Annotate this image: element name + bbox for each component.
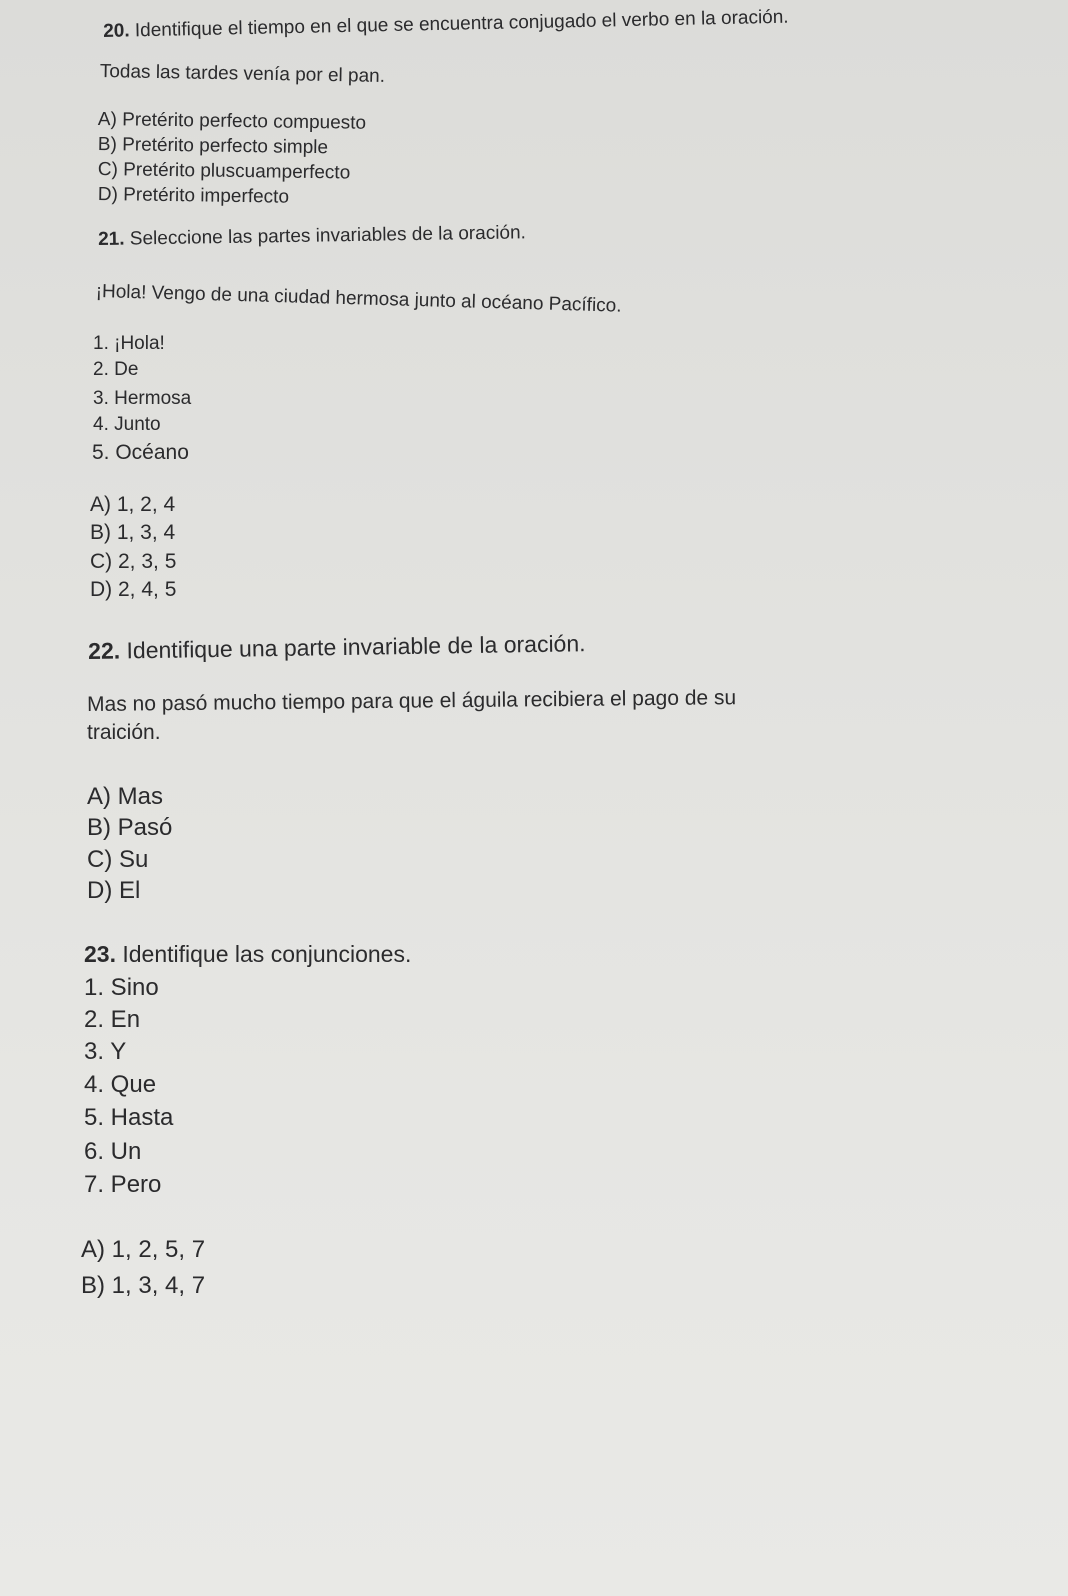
q23-title (84, 943, 411, 966)
q22-option-b: B) Pasó (87, 814, 173, 841)
q21-option-c: C) 2, 3, 5 (90, 550, 177, 573)
q21-item-4: 4. Junto (93, 414, 161, 435)
q20-option-d: D) Pretérito imperfecto (97, 184, 290, 208)
q20-prompt: Identifique el tiempo en el que se encuentra conjugado el verbo en la oración. (134, 6, 789, 42)
q20-sentence: Todas las tardes venía por el pan. (99, 61, 386, 87)
q21-option-d: D) 2, 4, 5 (90, 578, 177, 601)
q22-sentence-line2: traición. (87, 721, 161, 744)
q20-option-b: B) Pretérito perfecto simple (97, 134, 329, 159)
q21-sentence: ¡Hola! Vengo de una ciudad hermosa junto al océano Pacífico. (95, 281, 622, 317)
q20-option-a: A) Pretérito perfecto compuesto (97, 109, 367, 134)
q21-title (98, 223, 526, 249)
q20-option-c: C) Pretérito pluscuamperfecto (97, 159, 351, 184)
q22-option-d: D) El (87, 877, 141, 904)
q23-item-7: 7. Pero (84, 1171, 162, 1198)
q22-prompt: Identifique una parte invariable de la oración. (126, 630, 586, 664)
q21-item-3: 3. Hermosa (93, 388, 192, 409)
q22-option-a: A) Mas (87, 783, 164, 810)
q21-option-b: B) 1, 3, 4 (90, 521, 176, 544)
q23-item-1: 1. Sino (84, 974, 159, 1001)
q20-title (103, 8, 789, 41)
q20-number: 20. (102, 20, 130, 42)
q23-option-a: A) 1, 2, 5, 7 (81, 1236, 206, 1263)
q23-number: 23. (84, 941, 116, 967)
q22-sentence-line1: Mas no pasó mucho tiempo para que el águila recibiera el pago de su (86, 686, 737, 716)
q23-item-3: 3. Y (84, 1038, 127, 1065)
q23-item-5: 5. Hasta (84, 1104, 174, 1131)
q21-item-5: 5. Océano (92, 441, 189, 464)
q22-number: 22. (87, 637, 121, 664)
q21-prompt: Seleccione las partes invariables de la oración. (129, 222, 527, 250)
q23-item-4: 4. Que (84, 1071, 157, 1098)
q21-option-a: A) 1, 2, 4 (90, 493, 176, 516)
q22-title (88, 632, 586, 663)
q23-item-2: 2. En (84, 1006, 141, 1033)
q21-item-1: 1. ¡Hola! (93, 333, 165, 354)
q23-prompt: Identifique las conjunciones. (122, 941, 412, 967)
q23-item-6: 6. Un (84, 1138, 142, 1165)
q21-item-2: 2. De (93, 359, 139, 380)
q21-number: 21. (97, 228, 125, 250)
q22-option-c: C) Su (87, 846, 149, 873)
q23-option-b: B) 1, 3, 4, 7 (81, 1272, 206, 1299)
